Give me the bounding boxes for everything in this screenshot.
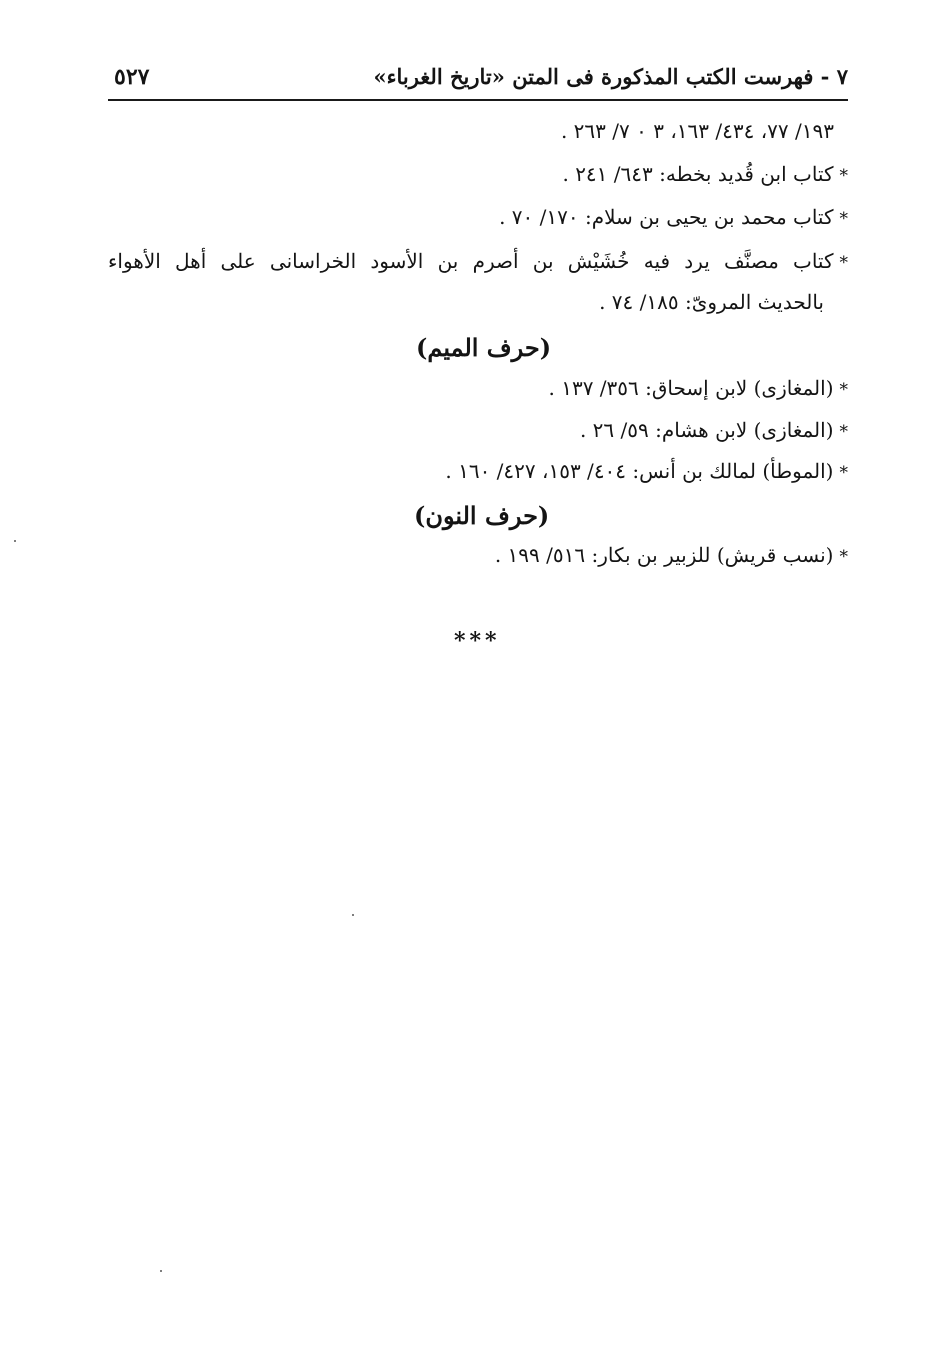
bullet-asterisk: *: [839, 547, 848, 567]
bullet-asterisk: *: [839, 422, 848, 442]
page-number: ٥٢٧: [114, 64, 150, 90]
entry-muwatta-malik: *(الموطأ) لمالك بن أنس: ٤٠٤/ ١٥٣، ٤٢٧/ ١٦٠ .: [445, 459, 848, 483]
scan-speck: [160, 1270, 162, 1272]
entry-kitab-muhammad-ibn-yahya: *كتاب محمد بن يحيى بن سلام: ١٧٠/ ٧٠ .: [499, 205, 848, 229]
header-title: ٧ - فهرست الكتب المذكورة فى المتن «تاريخ الغرباء»: [373, 64, 848, 89]
running-header: [108, 60, 848, 100]
section-heading-noon: (حرف النون): [414, 501, 550, 530]
entry-continuation-line: ١٩٣/ ٧٧، ٤٣٤/ ١٦٣، ٣ ٠ ٧/ ٢٦٣ .: [560, 119, 834, 143]
entry-maghazi-ibn-ishaq: *(المغازى) لابن إسحاق: ٣٥٦/ ١٣٧ .: [548, 376, 848, 400]
header-rule: [108, 99, 848, 101]
entry-maghazi-ibn-hisham: *(المغازى) لابن هشام: ٥٩/ ٢٦ .: [579, 418, 848, 442]
bullet-asterisk: *: [839, 463, 848, 483]
bullet-asterisk: *: [839, 209, 848, 229]
scan-speck: [14, 540, 16, 542]
entry-kitab-ibn-qudayd: *كتاب ابن قُديد بخطه: ٦٤٣/ ٢٤١ .: [562, 162, 848, 186]
bullet-asterisk: *: [839, 253, 848, 273]
bullet-asterisk: *: [839, 380, 848, 400]
bullet-asterisk: *: [839, 166, 848, 186]
section-heading-meem: (حرف الميم): [416, 333, 552, 362]
end-ornament: ***: [454, 628, 501, 654]
entry-nasab-quraysh: *(نسب قريش) للزبير بن بكار: ٥١٦/ ١٩٩ .: [494, 543, 848, 567]
scan-speck: [352, 914, 354, 916]
entry-kitab-musannaf-continuation: بالحديث المروىّ: ١٨٥/ ٧٤ .: [599, 290, 824, 314]
entry-kitab-musannaf: *كتاب مصنَّف يرد فيه خُشَيْش بن أصرم بن الأسود الخراسانى على أهل الأهواء: [108, 249, 848, 273]
